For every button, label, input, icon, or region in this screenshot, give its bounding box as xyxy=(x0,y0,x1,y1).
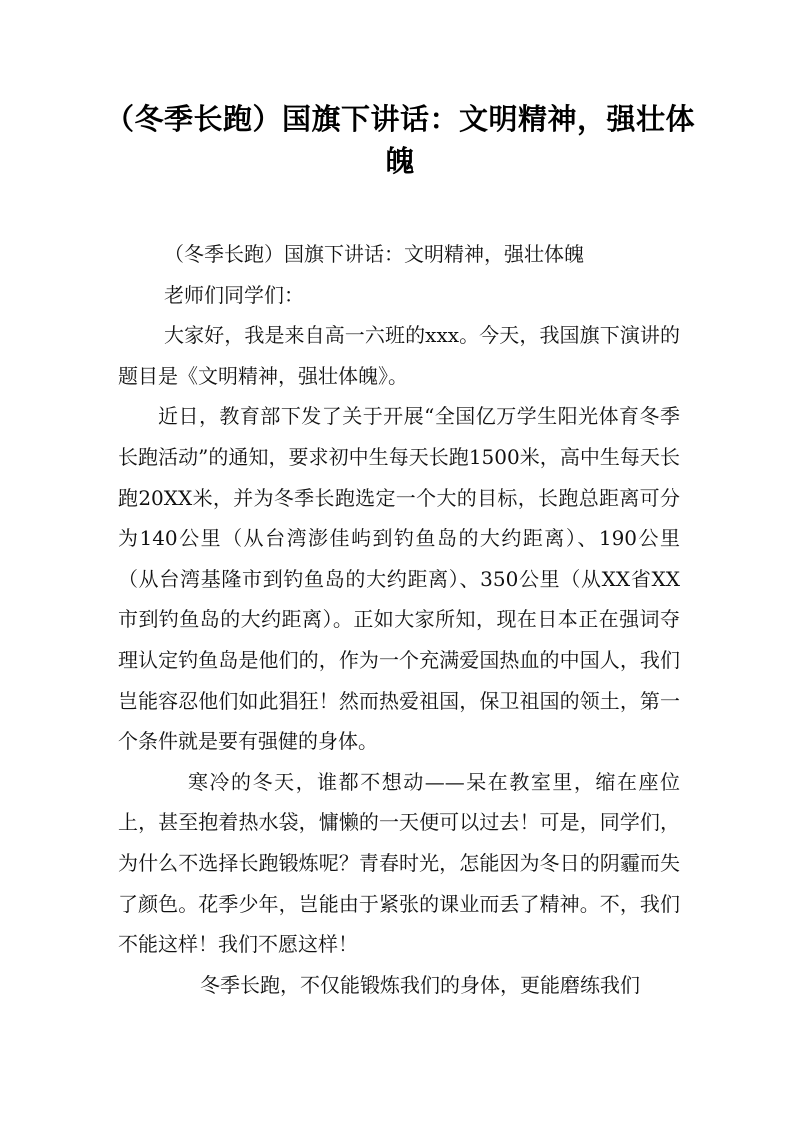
paragraph-winter: 寒冷的冬天，谁都不想动——呆在教室里，缩在座位上，甚至抱着热水袋，慵懒的一天便可以过去！可是，同学们，为什么不选择长跑锻炼呢？青春时光，怎能因为冬日的阴霾而失了颜色。花季少年，岂能由于紧张的课业而丢了精神。不，我们不能这样！我们不愿这样！ xyxy=(118,769,680,957)
document-title: （冬季长跑）国旗下讲话：文明精神，强壮体魄 xyxy=(104,102,695,178)
paragraph-greeting: 大家好，我是来自高一六班的xxx。今天，我国旗下演讲的题目是《文明精神，强壮体魄》。 xyxy=(118,323,680,388)
paragraph-salutation: 老师们同学们： xyxy=(164,282,304,307)
paragraph-benefits: 冬季长跑，不仅能锻炼我们的身体，更能磨练我们 xyxy=(200,972,640,997)
paragraph-notice: 近日，教育部下发了关于开展“全国亿万学生阳光体育冬季长跑活动”的通知，要求初中生每天长跑1500米，高中生每天长跑20XX米，并为冬季长跑选定一个大的目标，长跑总距离可分为140公里（从台湾澎佳屿到钓鱼岛的大约距离）、190公里（从台湾基隆市到钓鱼岛的大约距离）、350公里（从XX省XX市到钓鱼岛的大约距离）。正如大家所知，现在日本正在强词夺理认定钓鱼岛是他们的，作为一个充满爱国热血的中国人，我们岂能容忍他们如此猖狂！然而热爱祖国，保卫祖国的领土，第一个条件就是要有强健的身体。 xyxy=(118,404,680,754)
paragraph-subtitle: （冬季长跑）国旗下讲话：文明精神，强壮体魄 xyxy=(164,242,584,266)
document-body xyxy=(118,234,680,1005)
